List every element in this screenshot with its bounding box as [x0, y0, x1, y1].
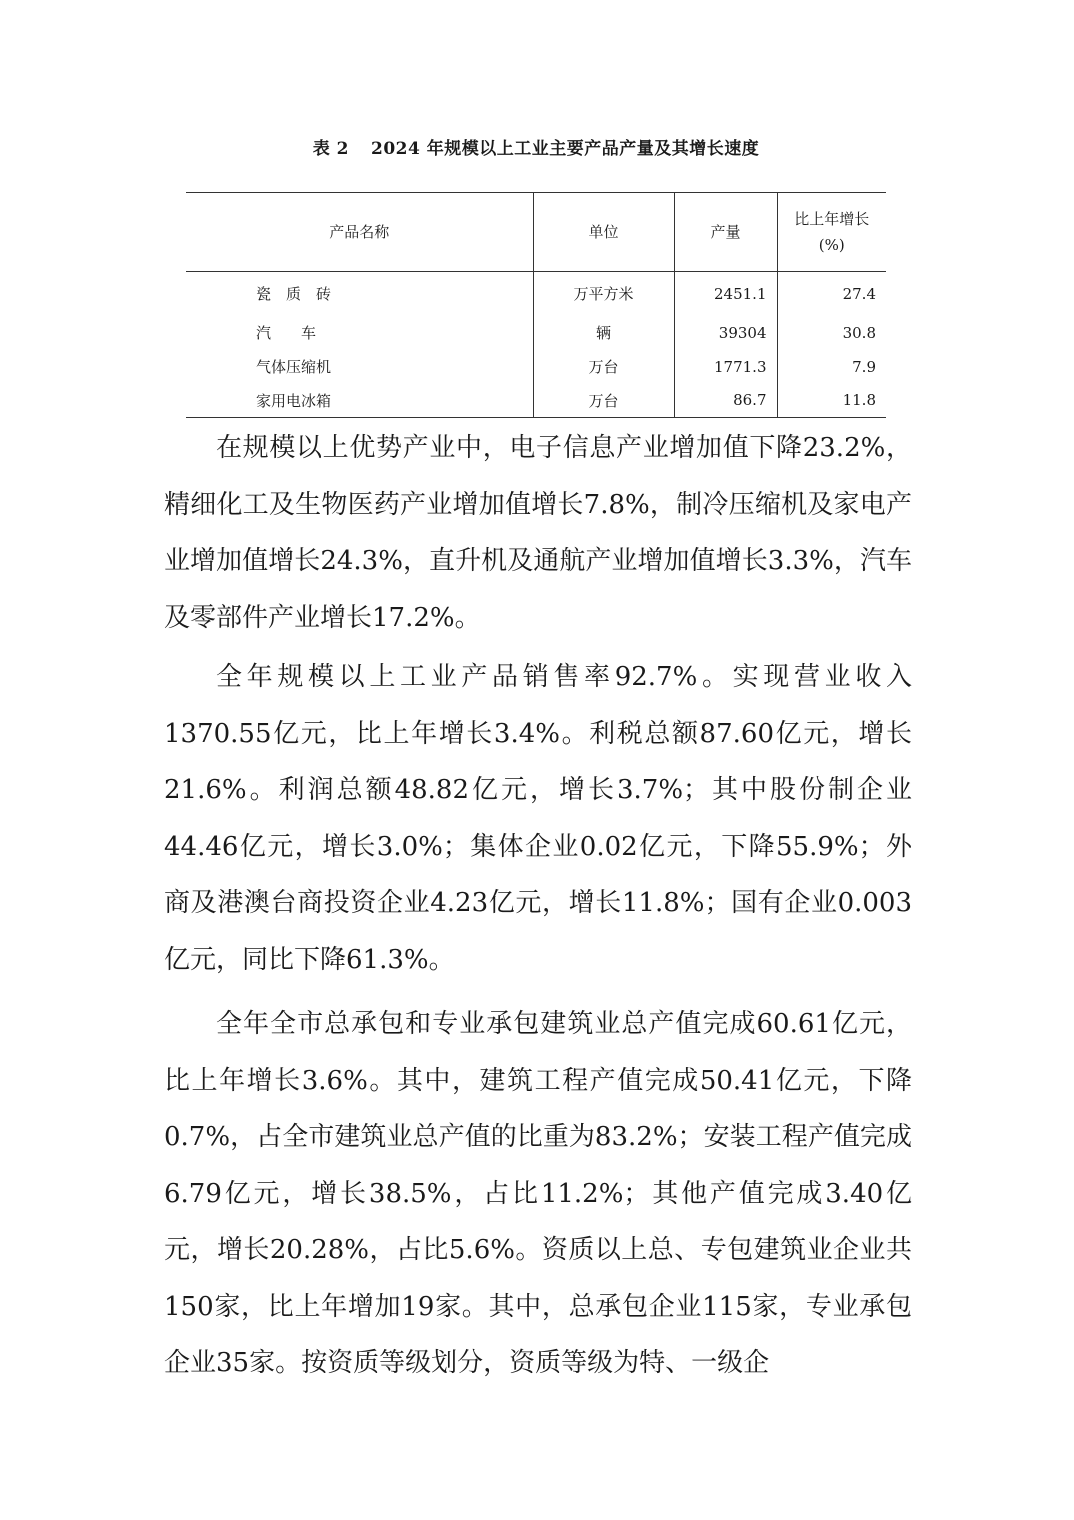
output-cell: 39304	[674, 316, 777, 350]
paragraph-industry-sectors: 在规模以上优势产业中，电子信息产业增加值下降23.2%，精细化工及生物医药产业增加值增长7.8%，制冷压缩机及家电产业增加值增长24.3%，直升机及通航产业增加值增长3.3%，汽车及零部件产业增长17.2%。	[164, 433, 912, 633]
table-row	[186, 384, 886, 418]
table-title-label: 表 2	[312, 139, 349, 159]
table-row	[186, 272, 886, 316]
product-output-table	[186, 192, 886, 418]
header-growth	[777, 193, 886, 272]
header-growth-line2: (%)	[818, 236, 845, 254]
growth-cell: 30.8	[777, 316, 886, 350]
growth-cell: 11.8	[777, 384, 886, 418]
unit-cell: 万平方米	[533, 272, 674, 316]
table-row	[186, 316, 886, 350]
header-growth-line1: 比上年增长	[794, 210, 870, 228]
table-title	[186, 134, 886, 159]
paragraph-construction: 全年全市总承包和专业承包建筑业总产值完成60.61亿元，比上年增长3.6%。其中，建筑工程产值完成50.41亿元，下降0.7%，占全市建筑业总产值的比重为83.2%；安装工程产值完成6.79亿元，增长38.5%，占比11.2%；其他产值完成3.40亿元，增长20.28%，占比5.6%。资质以上总、专包建筑业企业共150家，比上年增加19家。其中，总承包企业115家，专业承包企业35家。按资质等级划分，资质等级为特、一级企	[164, 1009, 912, 1378]
table-title-text: 2024 年规模以上工业主要产品产量及其增长速度	[371, 139, 760, 159]
output-cell: 1771.3	[674, 350, 777, 384]
unit-cell: 辆	[533, 316, 674, 350]
table-row	[186, 350, 886, 384]
growth-cell: 27.4	[777, 272, 886, 316]
header-output: 产量	[674, 193, 777, 272]
body-text	[164, 420, 912, 1395]
product-name-cell: 瓷 质 砖	[256, 285, 332, 304]
unit-cell: 万台	[533, 384, 674, 418]
output-cell: 86.7	[674, 384, 777, 418]
header-unit: 单位	[533, 193, 674, 272]
table-header-row	[186, 193, 886, 272]
unit-cell: 万台	[533, 350, 674, 384]
output-cell: 2451.1	[674, 272, 777, 316]
growth-cell: 7.9	[777, 350, 886, 384]
product-name-cell: 汽 车	[256, 324, 317, 342]
product-name-cell: 家用电冰箱	[186, 384, 533, 418]
header-product-name: 产品名称	[186, 193, 533, 272]
paragraph-sales-profit: 全年规模以上工业产品销售率92.7%。实现营业收入1370.55亿元，比上年增长3.4%。利税总额87.60亿元，增长21.6%。利润总额48.82亿元，增长3.7%；其中股份制企业44.46亿元，增长3.0%；集体企业0.02亿元，下降55.9%；外商及港澳台商投资企业4.23亿元，增长11.8%；国有企业0.003亿元，同比下降61.3%。	[164, 662, 912, 975]
product-name-cell: 气体压缩机	[256, 358, 332, 376]
